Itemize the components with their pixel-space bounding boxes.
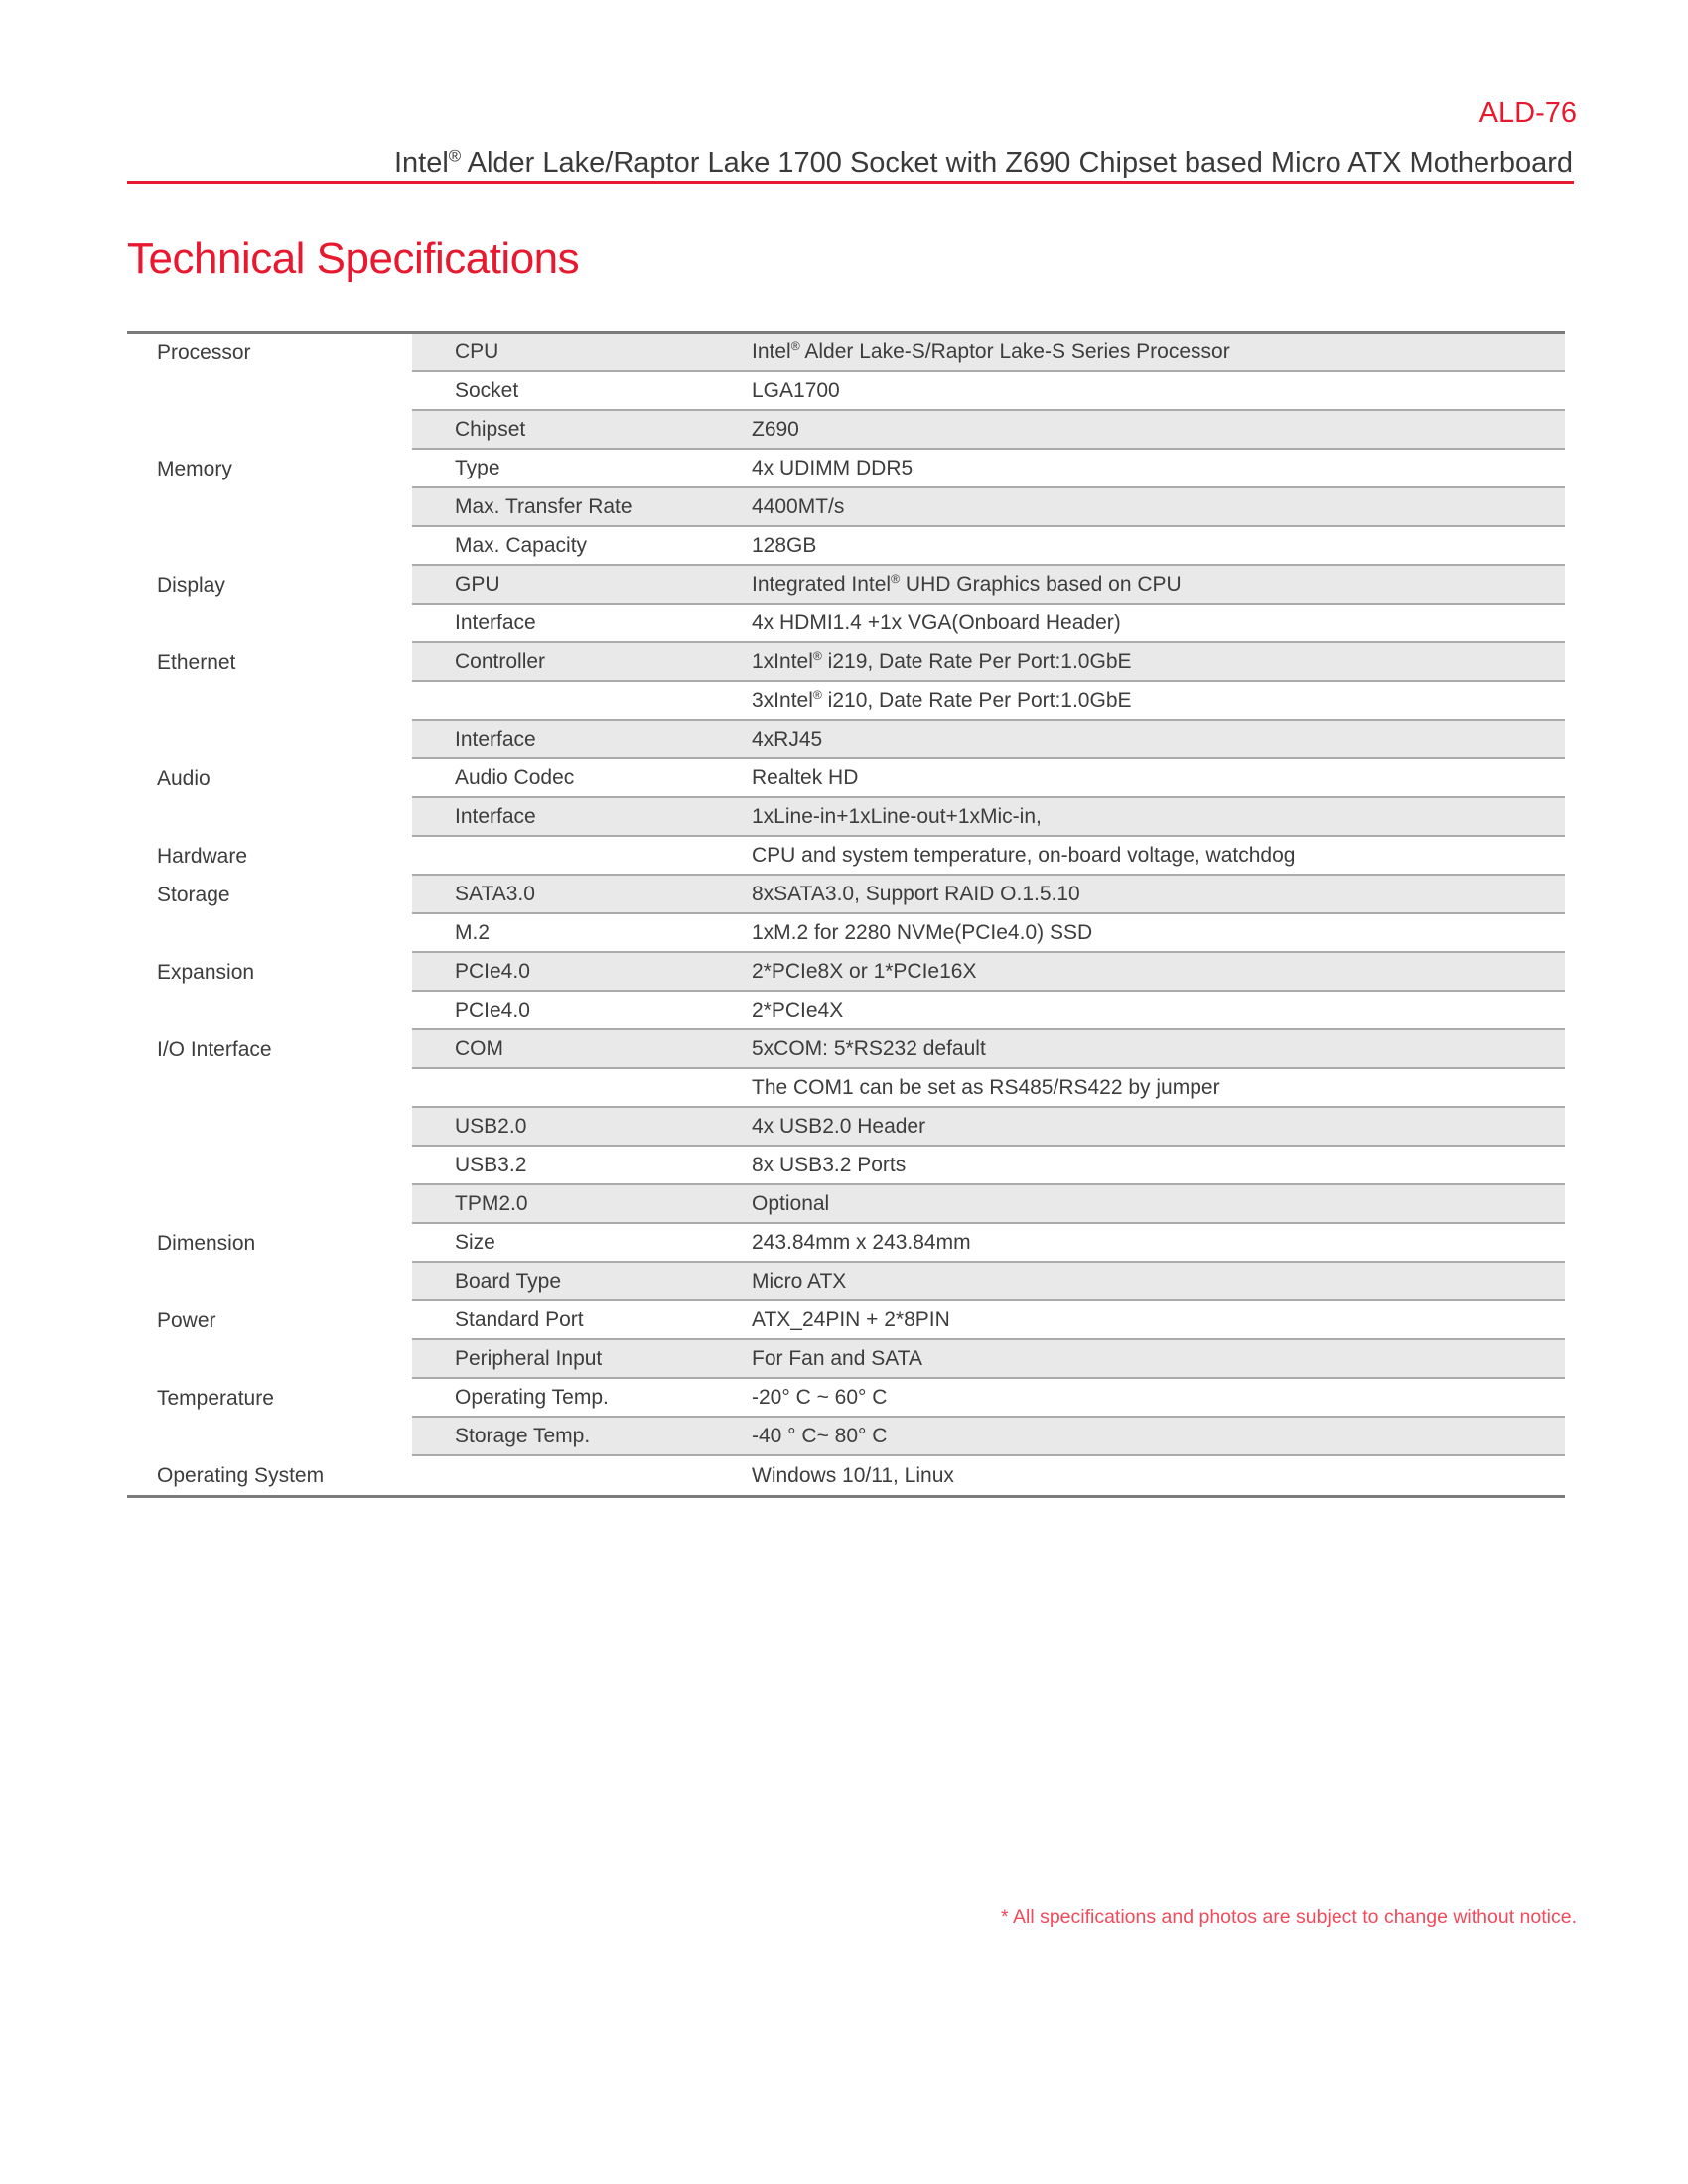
spec-label: Storage Temp.: [455, 1424, 591, 1447]
spec-value: ATX_24PIN + 2*8PIN: [752, 1307, 950, 1331]
spec-label: Size: [455, 1230, 495, 1254]
spec-row: [127, 1301, 1565, 1340]
spec-row-right: [412, 837, 1565, 876]
spec-row: [127, 411, 1565, 450]
spec-row-right: [412, 1418, 1565, 1456]
spec-category: Storage: [157, 883, 230, 906]
spec-value: 2*PCIe4X: [752, 998, 844, 1022]
spec-label: USB2.0: [455, 1114, 527, 1138]
spec-category: [127, 721, 412, 759]
spec-value: 1xLine-in+1xLine-out+1xMic-in,: [752, 804, 1042, 828]
spec-row-right: [412, 1185, 1565, 1224]
spec-category: Display: [157, 573, 225, 597]
spec-row-right: [412, 721, 1565, 759]
spec-label: Controller: [455, 649, 546, 673]
spec-category: Power: [157, 1308, 216, 1332]
spec-row: [127, 1418, 1565, 1456]
spec-category: Hardware: [157, 844, 248, 868]
spec-category: Expansion: [157, 960, 255, 984]
spec-label: PCIe4.0: [455, 959, 530, 983]
spec-value: -20° C ~ 60° C: [752, 1385, 888, 1409]
spec-category: Temperature: [157, 1386, 274, 1410]
spec-value: 4x USB2.0 Header: [752, 1114, 926, 1138]
section-title: Technical Specifications: [127, 234, 580, 283]
spec-row-right: [412, 411, 1565, 450]
spec-row: [127, 566, 1565, 605]
spec-table-rows: [127, 334, 1565, 1495]
spec-row: [127, 1147, 1565, 1185]
spec-row-right: [412, 1379, 1565, 1418]
spec-row: [127, 798, 1565, 837]
spec-row: [127, 759, 1565, 798]
spec-row: [127, 334, 1565, 372]
spec-row: [127, 643, 1565, 682]
spec-row: [127, 992, 1565, 1030]
spec-value: -40 ° C~ 80° C: [752, 1424, 888, 1447]
spec-value: The COM1 can be set as RS485/RS422 by jumper: [752, 1075, 1220, 1099]
spec-row-right: [412, 1263, 1565, 1301]
spec-category: Dimension: [157, 1231, 256, 1255]
spec-value: 3xIntel® i210, Date Rate Per Port:1.0GbE: [752, 687, 1132, 712]
spec-value: Z690: [752, 417, 799, 441]
spec-row-right: [412, 1069, 1565, 1108]
spec-row-right: [412, 334, 1565, 372]
spec-row: [127, 1224, 1565, 1263]
spec-row-right: [412, 876, 1565, 914]
spec-row: [127, 682, 1565, 721]
spec-value: 5xCOM: 5*RS232 default: [752, 1036, 986, 1060]
spec-label: Interface: [455, 804, 536, 828]
spec-label: Chipset: [455, 417, 526, 441]
spec-row: [127, 837, 1565, 876]
spec-category: [127, 1108, 412, 1147]
spec-category: [127, 1185, 412, 1224]
spec-category: [127, 605, 412, 643]
spec-category: [127, 1147, 412, 1185]
spec-row-right: [412, 1340, 1565, 1379]
spec-label: Peripheral Input: [455, 1346, 603, 1370]
spec-category: [127, 527, 412, 566]
spec-category: [127, 682, 412, 721]
spec-label: TPM2.0: [455, 1191, 528, 1215]
spec-row: [127, 953, 1565, 992]
spec-label: Standard Port: [455, 1307, 584, 1331]
spec-label: M.2: [455, 920, 491, 944]
spec-row-right: [412, 1108, 1565, 1147]
spec-row-right: [412, 1030, 1565, 1069]
spec-category: [127, 1069, 412, 1108]
spec-row-right: [412, 1224, 1565, 1263]
spec-category: [127, 914, 412, 953]
spec-row-right: [412, 605, 1565, 643]
spec-category: [127, 798, 412, 837]
spec-label: Max. Capacity: [455, 533, 588, 557]
spec-value: 243.84mm x 243.84mm: [752, 1230, 971, 1254]
spec-row-right: [412, 372, 1565, 411]
spec-value: 8x USB3.2 Ports: [752, 1153, 907, 1176]
spec-value: LGA1700: [752, 378, 840, 402]
spec-row: [127, 1456, 1565, 1495]
spec-category: [127, 1340, 412, 1379]
spec-value: 4400MT/s: [752, 494, 845, 518]
spec-category: Operating System: [157, 1463, 325, 1487]
spec-label: CPU: [455, 340, 499, 363]
spec-category: [127, 372, 412, 411]
spec-category: [127, 488, 412, 527]
spec-row-right: [412, 1301, 1565, 1340]
spec-row: [127, 1185, 1565, 1224]
spec-row-right: [412, 759, 1565, 798]
spec-value: 128GB: [752, 533, 817, 557]
spec-row: [127, 1263, 1565, 1301]
spec-label: Type: [455, 456, 500, 479]
spec-label: USB3.2: [455, 1153, 527, 1176]
spec-value: 4x UDIMM DDR5: [752, 456, 914, 479]
spec-row: [127, 1379, 1565, 1418]
spec-category: Audio: [157, 766, 211, 790]
spec-row-right: [412, 527, 1565, 566]
spec-row-right: [412, 566, 1565, 605]
spec-value: 2*PCIe8X or 1*PCIe16X: [752, 959, 977, 983]
spec-row-right: [412, 643, 1565, 682]
spec-value: Intel® Alder Lake-S/Raptor Lake-S Series Processor: [752, 339, 1230, 363]
spec-value: 8xSATA3.0, Support RAID O.1.5.10: [752, 882, 1080, 905]
spec-category: [127, 1263, 412, 1301]
spec-row: [127, 372, 1565, 411]
spec-label: PCIe4.0: [455, 998, 530, 1022]
spec-row: [127, 488, 1565, 527]
spec-table: [127, 331, 1565, 1498]
spec-row: [127, 605, 1565, 643]
spec-category: [127, 1418, 412, 1456]
spec-row: [127, 527, 1565, 566]
spec-row: [127, 876, 1565, 914]
spec-label: Interface: [455, 727, 536, 751]
spec-row: [127, 721, 1565, 759]
spec-row-right: [412, 450, 1565, 488]
page-subtitle: Intel® Alder Lake/Raptor Lake 1700 Socket with Z690 Chipset based Micro ATX Motherboard: [393, 146, 1573, 179]
spec-value: Integrated Intel® UHD Graphics based on CPU: [752, 571, 1182, 596]
spec-category: I/O Interface: [157, 1037, 272, 1061]
spec-label: Max. Transfer Rate: [455, 494, 633, 518]
spec-row-right: [412, 914, 1565, 953]
spec-value: Micro ATX: [752, 1269, 847, 1293]
spec-value: Optional: [752, 1191, 830, 1215]
spec-value: 4x HDMI1.4 +1x VGA(Onboard Header): [752, 611, 1121, 634]
spec-category: [127, 411, 412, 450]
spec-row: [127, 1108, 1565, 1147]
spec-row: [127, 1340, 1565, 1379]
spec-value: CPU and system temperature, on-board voltage, watchdog: [752, 843, 1296, 867]
spec-row-right: [412, 1456, 1565, 1495]
spec-label: Audio Codec: [455, 765, 575, 789]
spec-row: [127, 1030, 1565, 1069]
spec-row-right: [412, 488, 1565, 527]
spec-label: Interface: [455, 611, 536, 634]
spec-row-right: [412, 1147, 1565, 1185]
spec-value: Realtek HD: [752, 765, 859, 789]
spec-label: Board Type: [455, 1269, 562, 1293]
spec-row-right: [412, 992, 1565, 1030]
spec-label: GPU: [455, 572, 500, 596]
spec-value: Windows 10/11, Linux: [752, 1463, 954, 1487]
spec-row: [127, 450, 1565, 488]
header-rule: [127, 181, 1574, 184]
spec-category: Ethernet: [157, 650, 236, 674]
spec-row: [127, 914, 1565, 953]
spec-value: 4xRJ45: [752, 727, 823, 751]
footnote: * All specifications and photos are subject to change without notice.: [1001, 1906, 1577, 1928]
spec-row-right: [412, 798, 1565, 837]
spec-label: SATA3.0: [455, 882, 535, 905]
spec-label: Operating Temp.: [455, 1385, 609, 1409]
model-number: ALD-76: [1478, 97, 1577, 129]
spec-label: COM: [455, 1036, 503, 1060]
spec-value: 1xM.2 for 2280 NVMe(PCIe4.0) SSD: [752, 920, 1093, 944]
spec-category: Memory: [157, 457, 232, 480]
spec-category: Processor: [157, 341, 251, 364]
spec-row-right: [412, 953, 1565, 992]
spec-category: [127, 992, 412, 1030]
spec-value: 1xIntel® i219, Date Rate Per Port:1.0GbE: [752, 648, 1132, 673]
spec-row-right: [412, 682, 1565, 721]
spec-row: [127, 1069, 1565, 1108]
spec-label: Socket: [455, 378, 519, 402]
spec-value: For Fan and SATA: [752, 1346, 922, 1370]
